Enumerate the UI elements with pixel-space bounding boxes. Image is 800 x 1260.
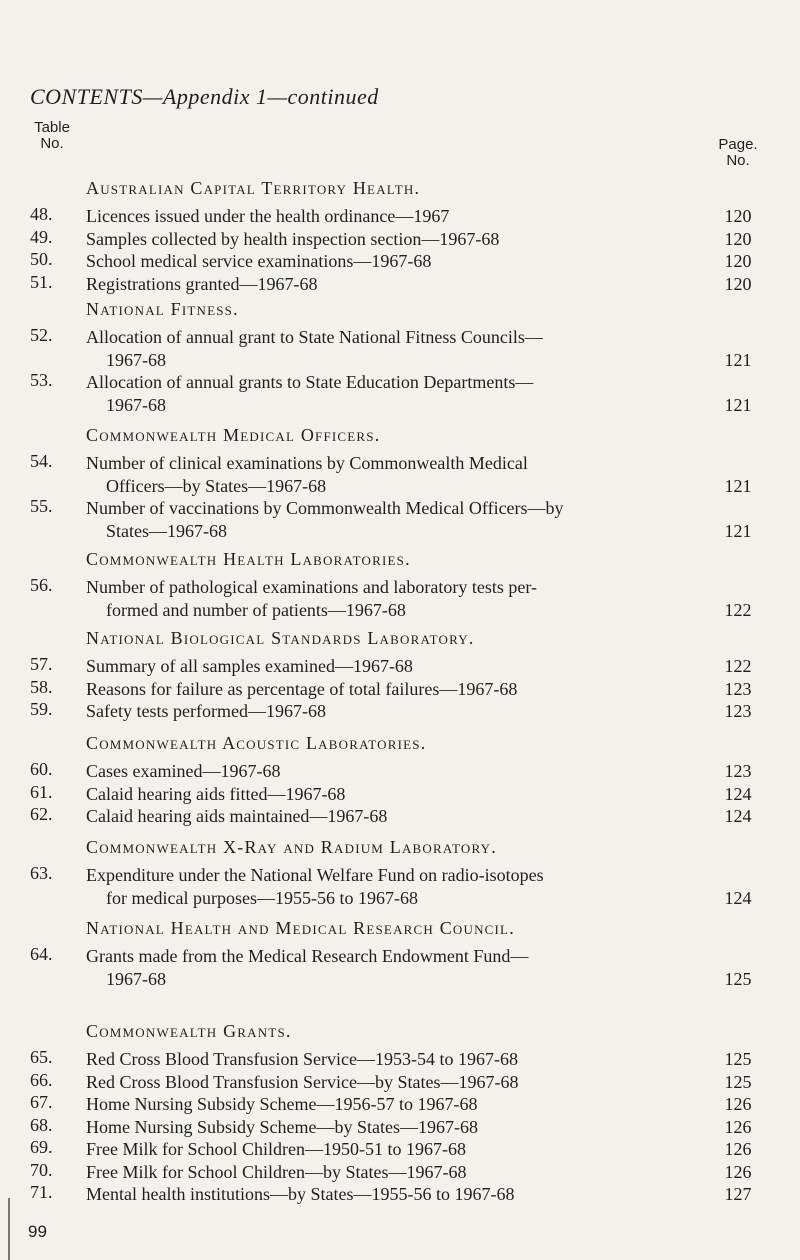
table-title bbox=[86, 273, 686, 296]
table-title bbox=[86, 700, 686, 723]
page-number: 120 bbox=[724, 206, 752, 226]
page-title-main: CONTENTS bbox=[30, 84, 143, 109]
table-title-line: Home Nursing Subsidy Scheme—by States—1967-68 bbox=[86, 1116, 478, 1137]
table-title bbox=[86, 678, 686, 701]
table-title-line: Home Nursing Subsidy Scheme—1956-57 to 1967-68 bbox=[86, 1094, 478, 1114]
table-title bbox=[86, 205, 686, 228]
table-title-line: Allocation of annual grant to State National Fitness Councils— bbox=[86, 327, 543, 347]
table-title bbox=[86, 452, 686, 497]
table-number: 62. bbox=[30, 804, 53, 824]
page-title-rest: —Appendix 1—continued bbox=[142, 84, 379, 109]
table-title bbox=[86, 371, 686, 416]
page-number: 120 bbox=[724, 228, 752, 249]
table-number: 63. bbox=[30, 863, 53, 883]
table-number: 58. bbox=[30, 676, 53, 697]
table-number: 59. bbox=[30, 699, 53, 719]
table-title-line: Number of vaccinations by Commonwealth Medical Officers—by bbox=[86, 498, 564, 518]
page-number: 124 bbox=[724, 783, 752, 804]
table-title-line: Samples collected by health inspection section—1967-68 bbox=[86, 228, 500, 249]
table-title-line: Reasons for failure as percentage of total failures—1967-68 bbox=[86, 678, 518, 699]
section-heading: Australian Capital Territory Health. bbox=[86, 178, 421, 198]
table-number: 56. bbox=[30, 575, 53, 595]
table-number: 48. bbox=[30, 204, 53, 224]
table-title-line: Calaid hearing aids fitted—1967-68 bbox=[86, 783, 346, 804]
table-title-line: School medical service examinations—1967-68 bbox=[86, 251, 432, 271]
table-number: 69. bbox=[30, 1137, 53, 1157]
page-number: 120 bbox=[724, 273, 752, 294]
section-heading: Commonwealth Grants. bbox=[86, 1021, 292, 1041]
table-number: 57. bbox=[30, 654, 53, 674]
table-number: 49. bbox=[30, 226, 53, 247]
section-heading: Commonwealth X-Ray and Radium Laboratory. bbox=[86, 837, 497, 857]
table-title bbox=[86, 497, 686, 542]
page-number: 121 bbox=[724, 520, 752, 541]
page-number-column-heading: Page. No. bbox=[718, 136, 758, 169]
page-number: 123 bbox=[724, 761, 752, 781]
table-title-line: Registrations granted—1967-68 bbox=[86, 273, 318, 294]
table-number: 64. bbox=[30, 944, 53, 964]
page-number: 121 bbox=[724, 394, 752, 415]
page-number: 127 bbox=[724, 1184, 752, 1204]
table-title bbox=[86, 760, 686, 783]
page-number: 124 bbox=[724, 887, 752, 908]
table-number: 66. bbox=[30, 1069, 53, 1090]
section-heading: Commonwealth Health Laboratories. bbox=[86, 549, 411, 569]
table-title bbox=[86, 326, 686, 371]
table-title bbox=[86, 1048, 686, 1071]
section-heading: National Fitness. bbox=[86, 299, 239, 319]
table-number: 70. bbox=[30, 1159, 53, 1180]
table-title-line: 1967-68 bbox=[106, 349, 166, 370]
table-title bbox=[86, 1071, 686, 1094]
section-heading: National Health and Medical Research Council. bbox=[86, 918, 515, 938]
table-number: 54. bbox=[30, 451, 53, 471]
table-title bbox=[86, 805, 686, 828]
table-title-line: for medical purposes—1955-56 to 1967-68 bbox=[106, 887, 418, 908]
table-title-line: Free Milk for School Children—by States—1967-68 bbox=[86, 1161, 467, 1182]
table-title-line: Mental health institutions—by States—1955-56 to 1967-68 bbox=[86, 1184, 515, 1204]
table-number: 71. bbox=[30, 1182, 53, 1202]
page-number: 126 bbox=[724, 1161, 752, 1182]
page-number: 125 bbox=[724, 968, 752, 989]
table-number: 55. bbox=[30, 496, 53, 516]
page-number: 126 bbox=[724, 1139, 752, 1159]
table-number-column-heading: Table No. bbox=[34, 119, 70, 152]
table-title bbox=[86, 1093, 686, 1116]
table-title bbox=[86, 250, 686, 273]
table-title bbox=[86, 1138, 686, 1161]
table-title bbox=[86, 655, 686, 678]
table-title bbox=[86, 1183, 686, 1206]
table-title-line: Number of clinical examinations by Commonwealth Medical bbox=[86, 453, 528, 473]
page-title bbox=[30, 84, 379, 110]
table-title-line: Grants made from the Medical Research Endowment Fund— bbox=[86, 946, 529, 966]
table-number: 51. bbox=[30, 271, 53, 292]
page-number: 121 bbox=[724, 349, 752, 370]
table-title-line: Summary of all samples examined—1967-68 bbox=[86, 656, 413, 676]
table-title-line: Expenditure under the National Welfare Fund on radio-isotopes bbox=[86, 865, 544, 885]
table-title-line: Officers—by States—1967-68 bbox=[106, 475, 327, 496]
table-title-line: 1967-68 bbox=[106, 394, 166, 415]
section-heading: Commonwealth Acoustic Laboratories. bbox=[86, 733, 427, 753]
page-number: 123 bbox=[724, 701, 752, 721]
section-heading: Commonwealth Medical Officers. bbox=[86, 425, 381, 445]
table-title-line: Safety tests performed—1967-68 bbox=[86, 701, 326, 721]
table-title-line: 1967-68 bbox=[106, 968, 166, 989]
page-number: 125 bbox=[724, 1049, 752, 1069]
table-number: 50. bbox=[30, 249, 53, 269]
page-number: 125 bbox=[724, 1071, 752, 1092]
table-title-line: Free Milk for School Children—1950-51 to 1967-68 bbox=[86, 1139, 466, 1159]
table-number: 68. bbox=[30, 1114, 53, 1135]
table-title-line: States—1967-68 bbox=[106, 520, 227, 541]
table-title bbox=[86, 228, 686, 251]
table-number: 52. bbox=[30, 325, 53, 345]
page-number: 123 bbox=[724, 678, 752, 699]
table-title-line: Allocation of annual grants to State Education Departments— bbox=[86, 372, 534, 392]
table-title bbox=[86, 1161, 686, 1184]
page-number: 124 bbox=[724, 806, 752, 826]
table-title-line: Number of pathological examinations and laboratory tests per- bbox=[86, 577, 538, 597]
section-heading: National Biological Standards Laboratory. bbox=[86, 628, 475, 648]
page-number: 122 bbox=[724, 599, 752, 620]
page-number: 126 bbox=[724, 1094, 752, 1114]
folio-number: 99 bbox=[28, 1222, 47, 1241]
table-title bbox=[86, 945, 686, 990]
table-title bbox=[86, 576, 686, 621]
margin-rule bbox=[8, 1198, 10, 1260]
page-number: 126 bbox=[724, 1116, 752, 1137]
page-number: 121 bbox=[724, 475, 752, 496]
table-title-line: Calaid hearing aids maintained—1967-68 bbox=[86, 806, 388, 826]
table-number: 60. bbox=[30, 759, 53, 779]
table-title-line: Licences issued under the health ordinance—1967 bbox=[86, 206, 450, 226]
table-title bbox=[86, 864, 686, 909]
page-number: 120 bbox=[724, 251, 752, 271]
table-title bbox=[86, 1116, 686, 1139]
table-title-line: Red Cross Blood Transfusion Service—by States—1967-68 bbox=[86, 1071, 519, 1092]
table-title bbox=[86, 783, 686, 806]
table-title-line: Red Cross Blood Transfusion Service—1953-54 to 1967-68 bbox=[86, 1049, 518, 1069]
table-title-line: formed and number of patients—1967-68 bbox=[106, 599, 406, 620]
table-number: 67. bbox=[30, 1092, 53, 1112]
table-number: 61. bbox=[30, 781, 53, 802]
table-number: 65. bbox=[30, 1047, 53, 1067]
page-number: 122 bbox=[724, 656, 752, 676]
table-number: 53. bbox=[30, 370, 53, 390]
table-title-line: Cases examined—1967-68 bbox=[86, 761, 281, 781]
